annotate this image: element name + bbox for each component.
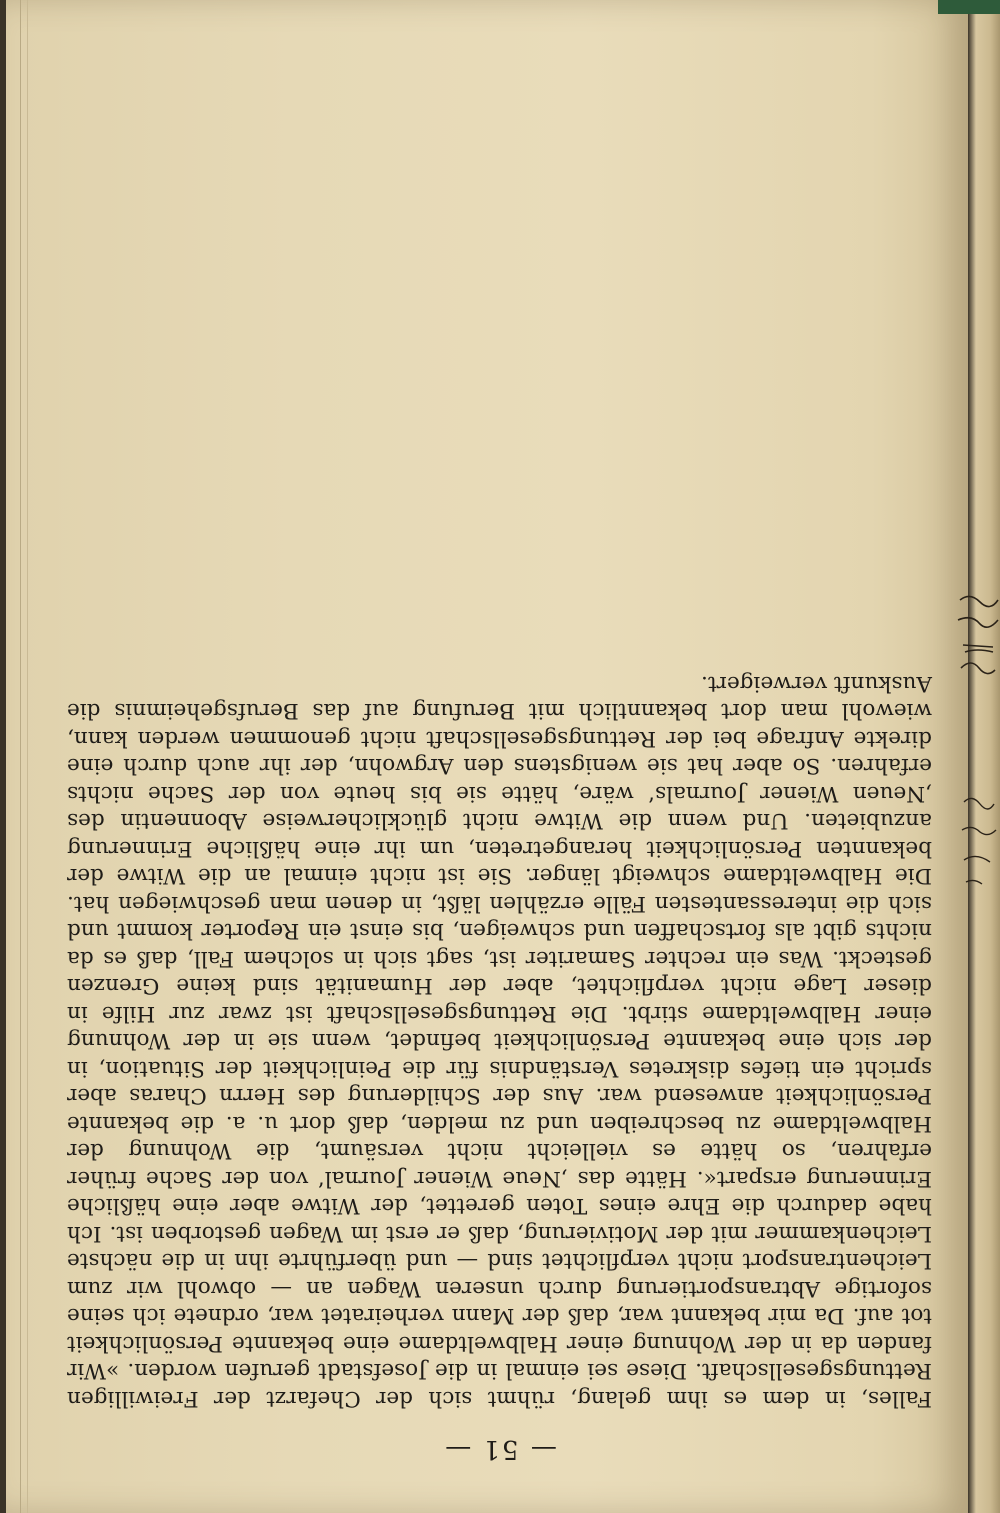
page-content (60, 270, 940, 1470)
adjacent-page-edge (968, 0, 1000, 1513)
handwritten-marginalia-icon (955, 590, 1000, 700)
page-number: — 51 — (443, 1434, 557, 1464)
page-edge-line (20, 0, 28, 1513)
binding-tape (938, 0, 1000, 14)
paragraph: Falles, in dem es ihm gelang, rühmt sich der Chefarzt der Freiwilligen Rettungsgesellschaft. Diese sei einmal in die Josefstadt gerufen worden. »Wir fanden da in der Wohnung einer Halbweltdame eine bekannte Persönlichkeit tot auf. Da mir bekannt war, daß der Mann verheiratet war, ordnete ich seine sofortige Abtransportierung durch unseren Wagen an — obwohl wir zum Leichentransport nicht verpflichtet sind — und überführte ihn in die nächste Leichenkammer mit der Motivierung, daß er erst im Wagen gestorben ist. Ich habe dadurch die Ehre eines Toten gerettet, der Witwe aber eine häßliche Erinnerung erspart«. Hätte das ‚Neue Wiener Journal‘ von der Sache früher erfahren, so hätte es vielleicht nicht versäumt, die Wohnung der Halbweltdame zu beschreiben und zu melden, daß dort u. a. die bekannte Persönlichkeit anwesend war. Aus der Schilderung des Herrn Charas aber spricht ein tiefes diskretes Verständnis für die Peinlichkeit der Situation, in der sich eine bekannte Persönlichkeit befindet, wenn sie in der Wohnung einer Halbweltdame stirbt. Die Rettungsgesellschaft ist zwar zur Hilfe in dieser Lage nicht verpflichtet, aber der Humanität sind keine Grenzen gesteckt. Was ein rechter Samariter ist, sagt sich in solchem Fall, daß es da nichts gibt als fortschaffen und schweigen, bis einst ein Reporter kommt und sich die interessantesten Fälle erzählen läßt, in denen man geschwiegen hat. Die Halbweltdame schweigt länger. Sie ist nicht einmal an die Witwe der bekannten Persönlichkeit herangetreten, um ihr eine häßliche Erinnerung anzubieten. Und wenn die Witwe nicht glücklicherweise Abonnentin des ‚Neuen Wiener Journals‘ wäre, hätte sie bis heute von der Sache nichts erfahren. So aber hat sie wenigstens den Argwohn, der ihr auch durch eine direkte Anfrage bei der Rettungsgesellschaft nicht genommen werden kann, wiewohl man dort bekanntlich mit Berufung auf das Berufsgeheimnis die Auskunft verweigert. (67, 671, 932, 1411)
handwritten-note-icon (958, 790, 1000, 900)
body-text (67, 670, 932, 1413)
